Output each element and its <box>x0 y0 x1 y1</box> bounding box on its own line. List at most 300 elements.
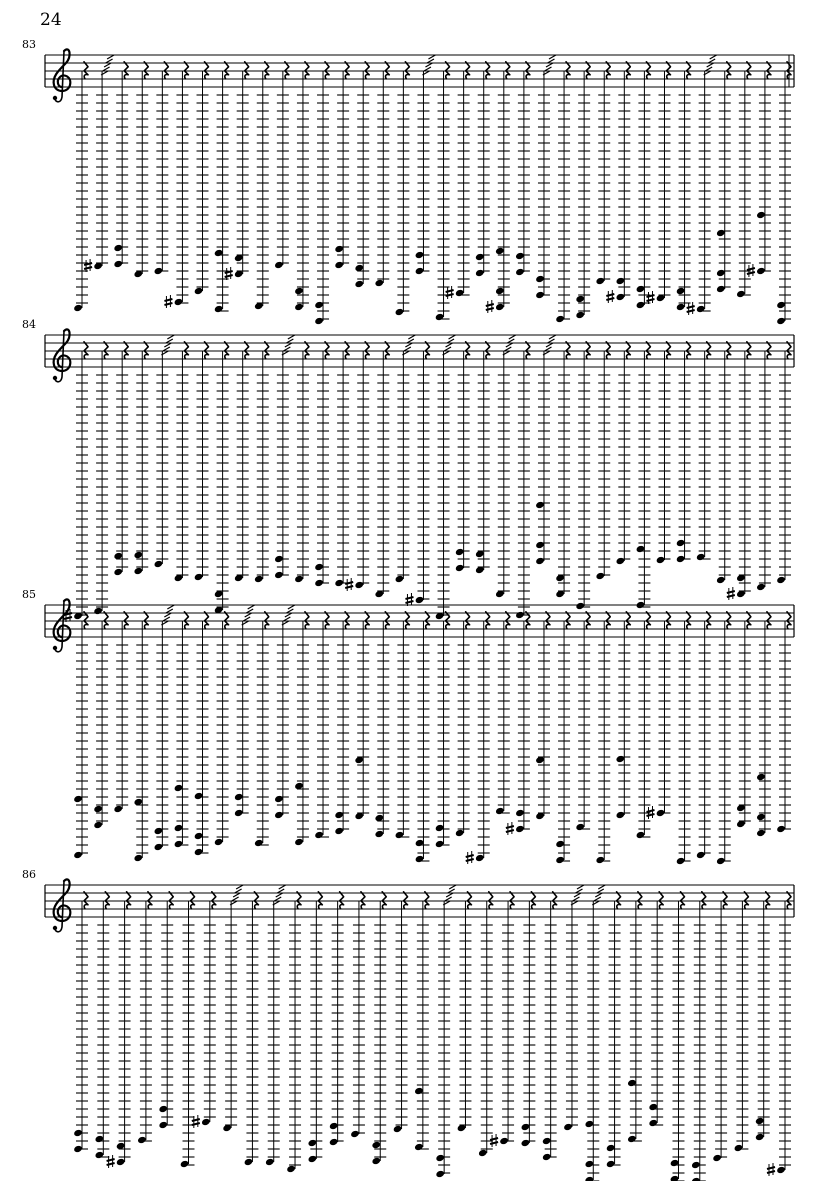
note-group <box>691 892 706 1181</box>
rest-icon <box>526 62 530 79</box>
rest-icon <box>687 62 691 79</box>
note-head <box>616 277 626 285</box>
rest-icon <box>144 612 148 629</box>
note-group <box>294 612 309 846</box>
note-head <box>535 557 545 565</box>
rest-icon <box>305 342 309 359</box>
note-head <box>73 1129 83 1137</box>
tremolo-stroke <box>449 885 456 889</box>
note-head <box>371 1141 381 1149</box>
note-head <box>314 301 324 309</box>
note-group <box>595 612 610 864</box>
note-head <box>555 840 565 848</box>
note-head <box>499 1137 509 1145</box>
note-group <box>371 892 386 1165</box>
rest-icon <box>506 62 510 79</box>
note-group <box>334 62 349 269</box>
note-head <box>455 829 465 837</box>
note-head <box>563 1123 573 1131</box>
measure-number-84: 84 <box>22 318 36 331</box>
tremolo-stroke <box>167 335 174 339</box>
note-group <box>234 342 249 582</box>
note-group <box>515 342 530 619</box>
note-head <box>584 1120 594 1128</box>
note-head <box>495 303 505 311</box>
sharp-icon <box>345 578 353 591</box>
note-group <box>214 342 229 614</box>
note-head <box>455 548 465 556</box>
note-head <box>294 575 304 583</box>
rest-icon <box>687 342 691 359</box>
note-group <box>555 612 570 864</box>
note-group <box>294 342 309 583</box>
note-head <box>736 290 746 298</box>
note-group <box>670 892 685 1181</box>
rest-icon <box>365 342 369 359</box>
tremolo-stroke <box>283 347 290 351</box>
rest-icon <box>659 892 663 909</box>
note-head <box>234 809 244 817</box>
rest-icon <box>606 612 610 629</box>
rest-icon <box>707 612 711 629</box>
treble-clef-icon <box>53 879 71 931</box>
systems-layer <box>45 49 794 1181</box>
note-head <box>756 773 766 781</box>
tremolo-stroke <box>285 613 292 617</box>
note-head <box>535 541 545 549</box>
note-group <box>435 612 450 848</box>
note-head <box>95 1151 105 1159</box>
note-group <box>606 892 621 1168</box>
note-head <box>294 303 304 311</box>
note-head <box>435 824 445 832</box>
tremolo-stroke <box>594 897 601 901</box>
note-head <box>716 285 726 293</box>
note-head <box>308 1139 318 1147</box>
rest-icon <box>767 342 771 359</box>
note-group <box>756 612 771 837</box>
note-group <box>542 892 557 1161</box>
sharp-icon <box>606 290 614 303</box>
sharp-icon <box>466 851 474 864</box>
note-head <box>716 229 726 237</box>
note-head <box>375 830 385 838</box>
tremolo-stroke <box>598 885 605 889</box>
note-head <box>648 1119 658 1127</box>
tremolo-stroke <box>404 347 411 351</box>
note-group <box>415 612 430 863</box>
note-group <box>395 62 410 316</box>
note-group <box>734 892 749 1152</box>
tremolo-stroke <box>166 609 173 613</box>
note-head <box>606 1144 616 1152</box>
note-group <box>314 342 329 587</box>
note-group <box>515 62 530 276</box>
tremolo-stroke <box>575 889 582 893</box>
note-head <box>154 560 164 568</box>
rest-icon <box>318 892 322 909</box>
tremolo-stroke <box>509 335 516 339</box>
tremolo-stroke <box>405 343 412 347</box>
rest-icon <box>84 62 88 79</box>
rest-icon <box>646 612 650 629</box>
note-group <box>495 335 516 598</box>
note-group <box>495 612 510 815</box>
rest-icon <box>191 892 195 909</box>
note-head <box>676 857 686 865</box>
note-group <box>712 892 727 1162</box>
rest-icon <box>744 892 748 909</box>
tremolo-stroke <box>166 339 173 343</box>
rest-icon <box>747 612 751 629</box>
note-group <box>395 612 410 839</box>
tremolo-stroke <box>246 609 253 613</box>
note-head <box>595 572 605 580</box>
tremolo-stroke <box>549 55 556 59</box>
note-head <box>354 581 364 589</box>
note-head <box>274 571 284 579</box>
rest-icon <box>526 342 530 359</box>
rest-icon <box>486 612 490 629</box>
tremolo-stroke <box>104 63 111 67</box>
measure-number-83: 83 <box>22 38 36 51</box>
note-head <box>274 795 284 803</box>
note-head <box>415 839 425 847</box>
note-head <box>648 1103 658 1111</box>
note-group <box>466 612 490 864</box>
tremolo-stroke <box>427 59 434 63</box>
note-group <box>676 62 691 311</box>
tremolo-stroke <box>232 897 239 901</box>
note-head <box>616 557 626 565</box>
rest-icon <box>382 892 386 909</box>
rest-icon <box>747 342 751 359</box>
rest-icon <box>767 612 771 629</box>
note-group <box>154 335 175 568</box>
note-group <box>405 342 429 606</box>
rest-icon <box>265 612 269 629</box>
note-group <box>395 335 416 583</box>
note-head <box>495 247 505 255</box>
note-group <box>776 62 791 325</box>
rest-icon <box>510 892 514 909</box>
rest-icon <box>104 342 108 359</box>
note-head <box>756 813 766 821</box>
note-head <box>676 287 686 295</box>
tremolo-stroke <box>445 897 452 901</box>
note-group <box>584 885 605 1181</box>
note-group <box>716 62 731 293</box>
rest-icon <box>466 612 470 629</box>
sharp-icon <box>446 286 454 299</box>
note-group <box>535 55 556 299</box>
sharp-icon <box>747 264 755 277</box>
rest-icon <box>84 342 88 359</box>
rest-icon <box>405 612 409 629</box>
note-head <box>636 831 646 839</box>
note-head <box>716 857 726 865</box>
note-head <box>455 289 465 297</box>
rest-icon <box>245 62 249 79</box>
note-head <box>584 1176 594 1181</box>
note-head <box>521 1123 531 1131</box>
tremolo-stroke <box>574 893 581 897</box>
note-head <box>616 293 626 301</box>
staff-system <box>45 49 794 325</box>
note-head <box>154 843 164 851</box>
note-head <box>515 268 525 276</box>
tremolo-stroke <box>164 613 171 617</box>
note-head <box>636 301 646 309</box>
note-group <box>254 342 269 583</box>
note-head <box>475 253 485 261</box>
note-head <box>393 1125 403 1133</box>
tremolo-stroke <box>597 889 604 893</box>
note-head <box>616 811 626 819</box>
note-head <box>415 596 425 604</box>
note-head <box>435 1154 445 1162</box>
note-head <box>495 287 505 295</box>
note-head <box>133 854 143 862</box>
rest-icon <box>405 62 409 79</box>
note-group <box>696 612 711 859</box>
rest-icon <box>225 342 229 359</box>
tremolo-stroke <box>448 889 455 893</box>
tremolo-stroke <box>547 59 554 63</box>
note-head <box>194 792 204 800</box>
tremolo-stroke <box>547 339 554 343</box>
rest-icon <box>680 892 684 909</box>
tremolo-stroke <box>544 67 551 71</box>
rest-icon <box>446 62 450 79</box>
tremolo-stroke <box>447 339 454 343</box>
note-head <box>755 1117 765 1125</box>
note-head <box>475 269 485 277</box>
sharp-icon <box>486 300 494 313</box>
note-head <box>274 261 284 269</box>
note-group <box>314 62 329 325</box>
note-head <box>308 1155 318 1163</box>
note-group <box>194 342 209 581</box>
rest-icon <box>787 892 791 909</box>
note-group <box>555 342 570 598</box>
note-head <box>575 295 585 303</box>
rest-icon <box>164 62 168 79</box>
note-group <box>457 892 472 1132</box>
rest-icon <box>727 342 731 359</box>
note-head <box>542 1153 552 1161</box>
rest-icon <box>586 62 590 79</box>
note-group <box>676 342 691 563</box>
note-head <box>154 827 164 835</box>
tremolo-stroke <box>233 893 240 897</box>
rest-icon <box>245 342 249 359</box>
note-group <box>73 62 88 312</box>
note-head <box>395 831 405 839</box>
note-group <box>414 892 429 1151</box>
note-head <box>776 317 786 325</box>
rest-icon <box>340 892 344 909</box>
tremolo-stroke <box>164 343 171 347</box>
rest-icon <box>531 892 535 909</box>
rest-icon <box>666 62 670 79</box>
note-head <box>756 211 766 219</box>
note-head <box>606 1160 616 1168</box>
note-group <box>435 885 456 1178</box>
note-group <box>244 892 259 1166</box>
note-group <box>95 892 110 1159</box>
rest-icon <box>626 62 630 79</box>
tremolo-stroke <box>243 617 250 621</box>
sharp-icon <box>506 822 514 835</box>
note-group <box>687 55 717 315</box>
rest-icon <box>566 612 570 629</box>
tremolo-stroke <box>577 885 584 889</box>
note-head <box>716 269 726 277</box>
note-group <box>286 892 301 1173</box>
note-head <box>154 267 164 275</box>
note-group <box>84 55 114 272</box>
note-head <box>756 267 766 275</box>
note-head <box>776 825 786 833</box>
note-head <box>314 317 324 325</box>
note-head <box>435 313 445 321</box>
note-group <box>174 342 189 582</box>
note-head <box>636 545 646 553</box>
rest-icon <box>285 62 289 79</box>
note-group <box>107 892 131 1168</box>
note-head <box>354 280 364 288</box>
note-group <box>274 335 295 579</box>
sharp-icon <box>646 291 654 304</box>
rest-icon <box>345 62 349 79</box>
note-head <box>691 1177 701 1181</box>
sharp-icon <box>225 267 233 280</box>
rest-icon <box>265 342 269 359</box>
note-group <box>776 612 791 833</box>
rest-icon <box>466 62 470 79</box>
note-head <box>158 1121 168 1129</box>
note-head <box>314 563 324 571</box>
note-group <box>575 62 590 319</box>
note-head <box>194 573 204 581</box>
rest-icon <box>546 612 550 629</box>
tremolo-stroke <box>507 339 514 343</box>
note-head <box>234 793 244 801</box>
note-head <box>555 856 565 864</box>
tremolo-stroke <box>407 339 414 343</box>
note-head <box>542 1137 552 1145</box>
note-group <box>521 892 536 1147</box>
note-group <box>375 612 390 838</box>
rest-icon <box>747 62 751 79</box>
note-group <box>475 342 490 574</box>
rest-icon <box>566 62 570 79</box>
note-group <box>192 892 216 1128</box>
rest-icon <box>489 892 493 909</box>
tremolo-stroke <box>274 897 281 901</box>
sharp-icon <box>490 1134 498 1147</box>
note-head <box>294 838 304 846</box>
note-head <box>334 827 344 835</box>
rest-icon <box>767 62 771 79</box>
rest-icon <box>727 62 731 79</box>
note-group <box>334 612 349 835</box>
note-group <box>486 62 510 313</box>
note-head <box>133 567 143 575</box>
note-head <box>395 308 405 316</box>
rest-icon <box>606 62 610 79</box>
note-group <box>294 62 309 311</box>
tremolo-stroke <box>595 893 602 897</box>
rest-icon <box>325 342 329 359</box>
note-head <box>286 1165 296 1173</box>
note-group <box>616 342 631 565</box>
rest-icon <box>124 612 128 629</box>
sharp-icon <box>84 259 92 272</box>
note-head <box>756 583 766 591</box>
note-group <box>535 335 556 565</box>
rest-icon <box>638 892 642 909</box>
note-head <box>244 1158 254 1166</box>
rest-icon <box>506 612 510 629</box>
rest-icon <box>425 612 429 629</box>
rest-icon <box>105 892 109 909</box>
rest-icon <box>345 342 349 359</box>
note-head <box>395 575 405 583</box>
tremolo-stroke <box>283 617 290 621</box>
note-head <box>616 755 626 763</box>
note-group <box>133 612 148 862</box>
note-head <box>73 795 83 803</box>
note-head <box>314 579 324 587</box>
note-head <box>414 1087 424 1095</box>
note-group <box>636 62 651 309</box>
tremolo-stroke <box>446 893 453 897</box>
note-group <box>776 342 791 584</box>
note-group <box>595 342 610 580</box>
rest-icon <box>345 612 349 629</box>
note-group <box>767 892 791 1176</box>
note-head <box>314 831 324 839</box>
rest-icon <box>124 62 128 79</box>
rest-icon <box>446 612 450 629</box>
treble-clef-icon <box>53 329 71 381</box>
rest-icon <box>169 892 173 909</box>
note-group <box>73 612 88 859</box>
tremolo-stroke <box>708 59 715 63</box>
rest-icon <box>144 342 148 359</box>
rest-icon <box>486 62 490 79</box>
note-head <box>535 291 545 299</box>
note-head <box>535 501 545 509</box>
note-head <box>158 1105 168 1113</box>
tremolo-stroke <box>408 335 415 339</box>
note-head <box>515 611 525 619</box>
note-group <box>656 342 671 564</box>
note-head <box>455 564 465 572</box>
note-group <box>755 892 770 1141</box>
note-head <box>521 1139 531 1147</box>
note-group <box>646 612 670 819</box>
rest-icon <box>205 342 209 359</box>
rest-icon <box>702 892 706 909</box>
rest-icon <box>127 892 131 909</box>
note-group <box>265 885 286 1166</box>
note-head <box>375 279 385 287</box>
tremolo-stroke <box>163 347 170 351</box>
rest-icon <box>265 62 269 79</box>
